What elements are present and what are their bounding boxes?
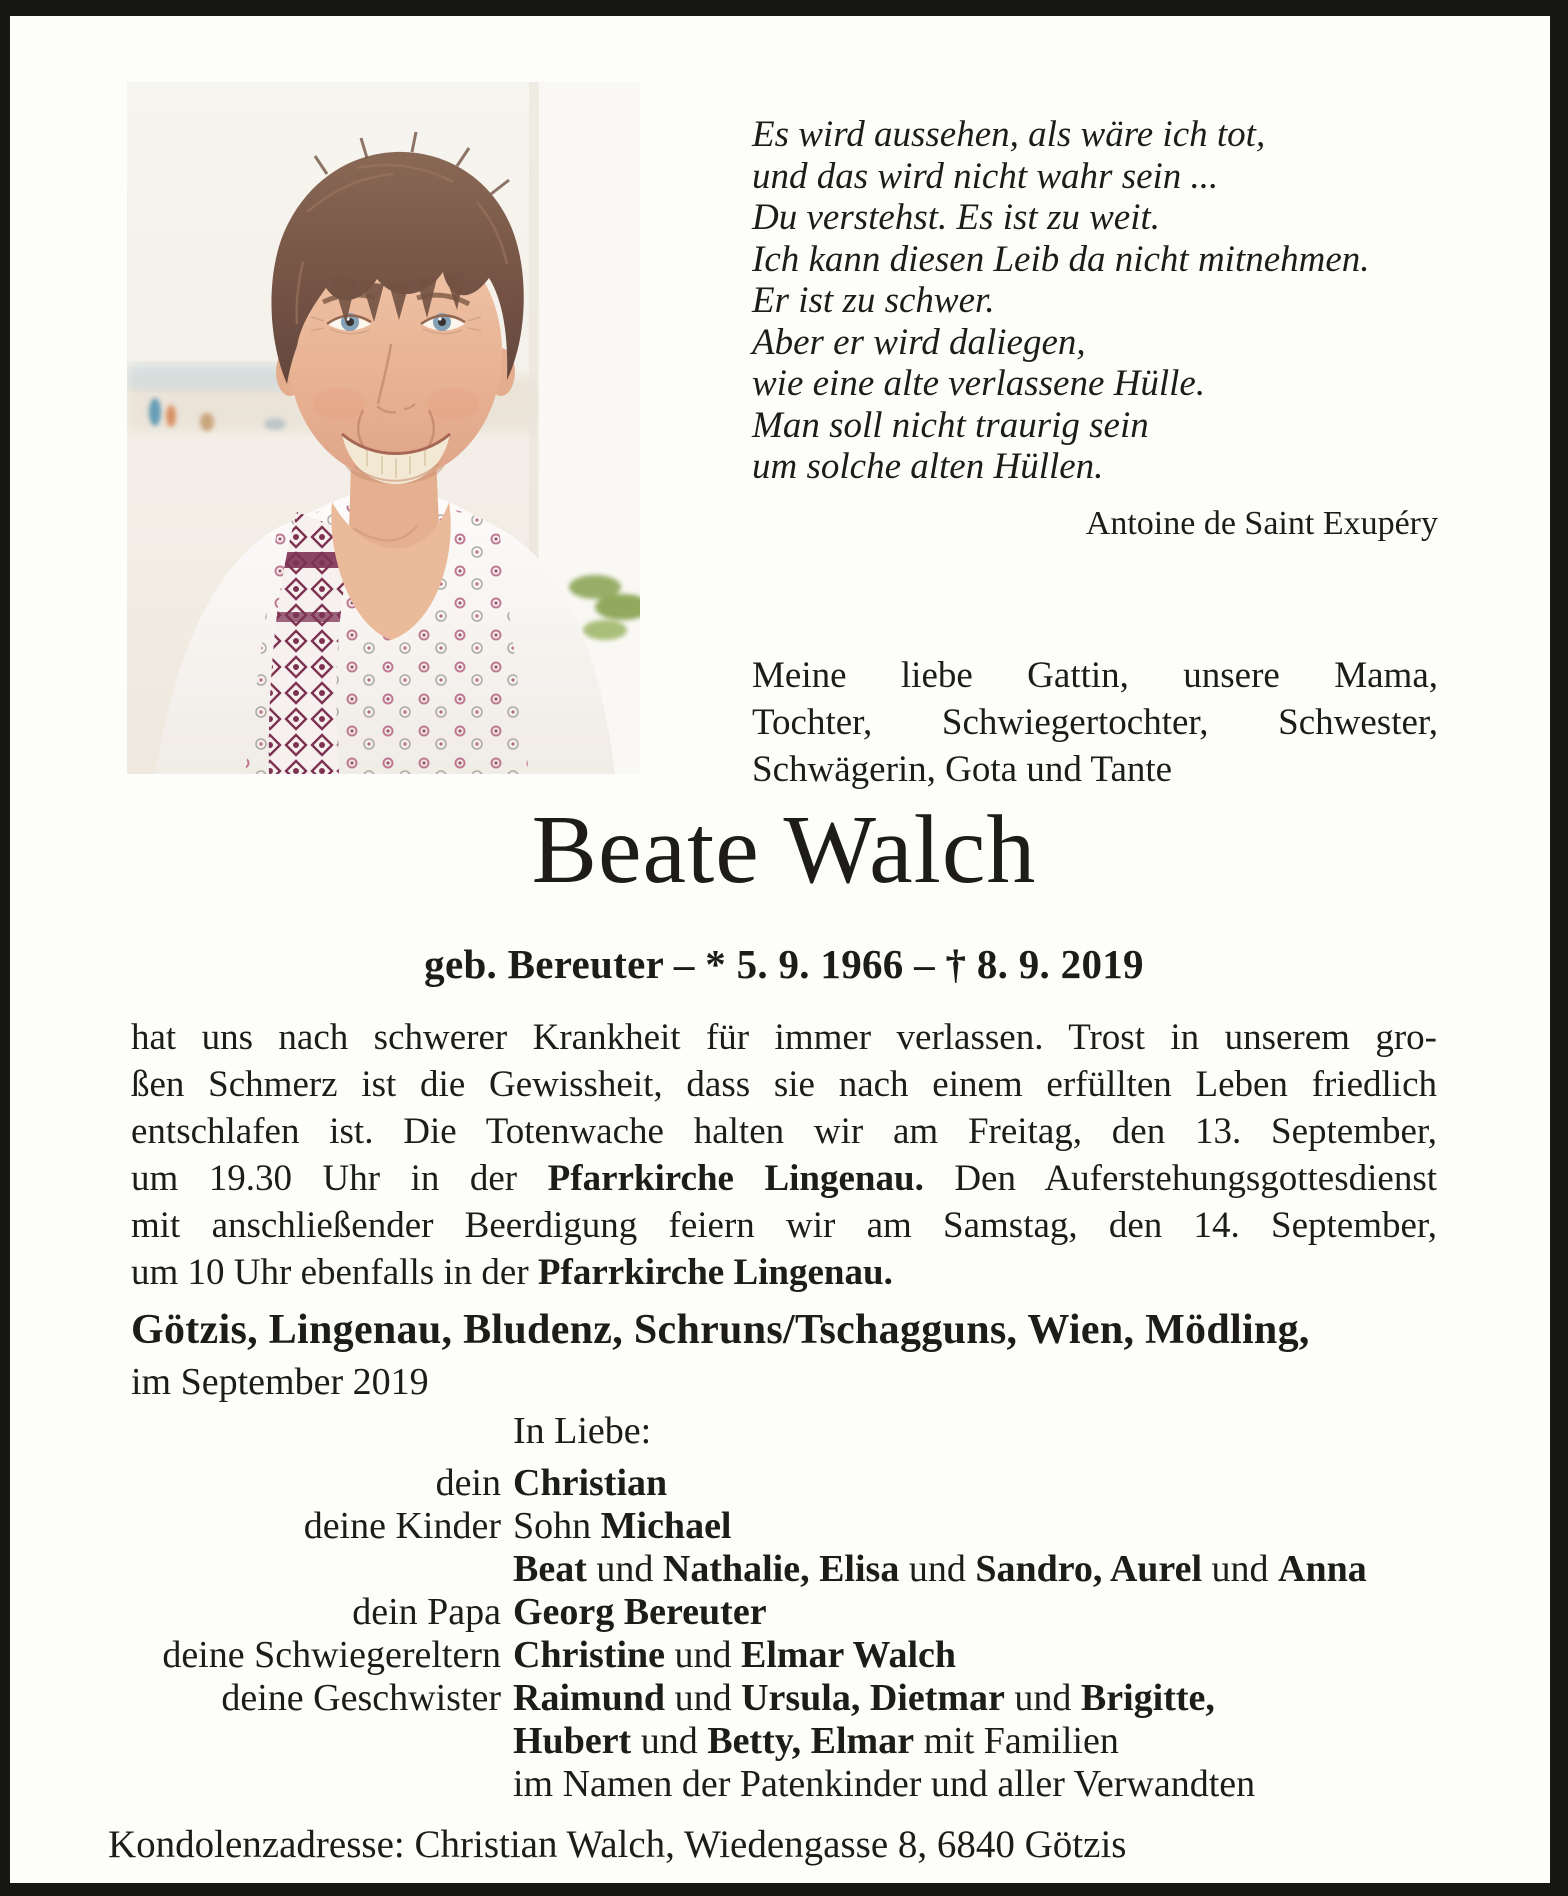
quote-line: wie eine alte verlassene Hülle.	[752, 363, 1206, 404]
family-label: dein	[435, 1462, 501, 1504]
family-label	[131, 1548, 513, 1591]
announcement-text	[131, 1014, 1437, 1296]
places-line: Götzis, Lingenau, Bludenz, Schruns/Tschagguns, Wien, Mödling,	[131, 1307, 1310, 1353]
family-names: Raimund und Ursula, Dietmar und Brigitte,	[513, 1677, 1215, 1719]
deceased-name: Beate Walch	[531, 796, 1037, 904]
family-row	[131, 1548, 1468, 1591]
announcement-line: ßen Schmerz ist die Gewissheit, dass sie nach einem erfüllten Leben friedlich	[131, 1064, 1437, 1105]
family-names: Beat und Nathalie, Elisa und Sandro, Aurel und Anna	[513, 1548, 1367, 1590]
salutation	[752, 652, 1438, 793]
family-row	[131, 1462, 1468, 1505]
salutation-line: Tochter, Schwiegertochter, Schwester,	[752, 702, 1438, 743]
announcement-line: um 19.30 Uhr in der Pfarrkirche Lingenau. Den Auferstehungsgottesdienst	[131, 1158, 1437, 1199]
quote-line: Man soll nicht traurig sein	[752, 404, 1149, 446]
family-label	[131, 1763, 513, 1806]
quote-line: Du verstehst. Es ist zu weit.	[752, 197, 1161, 238]
family-names: Hubert und Betty, Elmar mit Familien	[513, 1720, 1119, 1762]
family-names: im Namen der Patenkinder und aller Verwandten	[513, 1763, 1256, 1805]
quote-line: Aber er wird daliegen,	[752, 321, 1086, 363]
quote-line: um solche alten Hüllen.	[752, 446, 1104, 487]
family-names: Christine und Elmar Walch	[513, 1634, 957, 1676]
family-row	[131, 1720, 1468, 1763]
family-row	[131, 1677, 1468, 1720]
quote-line: und das wird nicht wahr sein ...	[752, 155, 1219, 197]
date-line: im September 2019	[131, 1361, 429, 1403]
salutation-line: Meine liebe Gattin, unsere Mama,	[752, 655, 1438, 696]
condolence-address: Kondolenzadresse: Christian Walch, Wiedengasse 8, 6840 Götzis	[108, 1823, 1127, 1866]
salutation-line: Schwägerin, Gota und Tante	[752, 749, 1173, 790]
family-names: Christian	[513, 1462, 668, 1504]
family-row	[131, 1763, 1468, 1806]
family-row	[131, 1591, 1468, 1634]
family-label: deine Kinder	[303, 1505, 501, 1547]
family-names: Georg Bereuter	[513, 1591, 767, 1633]
announcement-line: entschlafen ist. Die Totenwache halten wir am Freitag, den 13. September,	[131, 1111, 1437, 1152]
family-label: deine Schwiegereltern	[162, 1634, 501, 1676]
family-row	[131, 1410, 1468, 1453]
birth-death-line: geb. Bereuter – * 5. 9. 1966 – † 8. 9. 2019	[424, 941, 1144, 987]
family-label: deine Geschwister	[221, 1677, 501, 1719]
family-row	[131, 1505, 1468, 1548]
quote-attribution: Antoine de Saint Exupéry	[1085, 504, 1438, 542]
memorial-quote	[752, 114, 1438, 544]
announcement-line: hat uns nach schwerer Krankheit für immer verlassen. Trost in unserem gro-	[131, 1017, 1437, 1058]
family-names: Sohn Michael	[513, 1505, 732, 1547]
announcement-line: um 10 Uhr ebenfalls in der Pfarrkirche Lingenau.	[131, 1252, 893, 1293]
announcement-line: mit anschließender Beerdigung feiern wir am Samstag, den 14. September,	[131, 1205, 1437, 1246]
farewell-heading: In Liebe:	[513, 1410, 652, 1452]
family-label	[131, 1720, 513, 1763]
portrait-photo	[127, 82, 640, 774]
quote-line: Ich kann diesen Leib da nicht mitnehmen.	[752, 238, 1370, 280]
family-list	[131, 1410, 1468, 1806]
family-row	[131, 1634, 1468, 1677]
quote-line: Er ist zu schwer.	[752, 280, 995, 321]
quote-line: Es wird aussehen, als wäre ich tot,	[752, 114, 1266, 155]
family-label: dein Papa	[352, 1591, 501, 1633]
